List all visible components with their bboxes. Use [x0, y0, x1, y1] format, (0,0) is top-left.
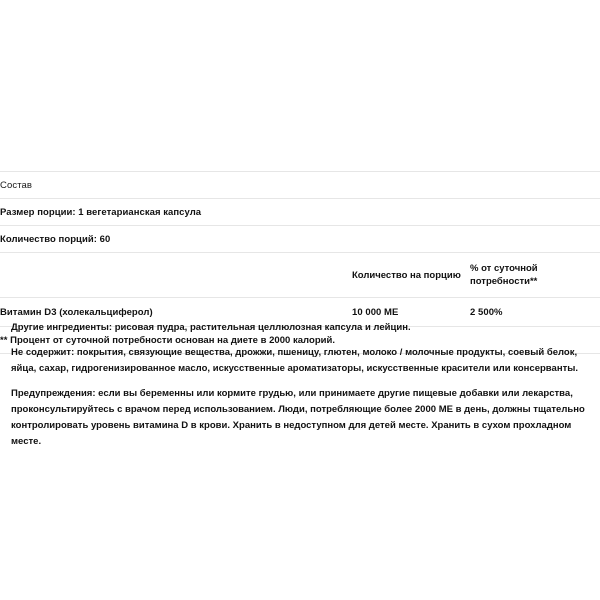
column-header-daily-value-line1: % от суточной: [470, 263, 538, 274]
nutrient-amount: 10 000 МЕ: [352, 306, 399, 318]
nutrient-daily-value: 2 500%: [470, 306, 503, 318]
product-details-text-block: [0, 320, 600, 450]
nutrient-name: Витамин D3 (холекальциферол): [0, 306, 153, 318]
table-row-servings-per-container: [0, 226, 600, 253]
serving-row-spacer-amount: [352, 199, 470, 226]
paragraph-gap-2: [11, 377, 589, 386]
column-header-amount-per-serving: [352, 253, 470, 298]
table-header-row: [0, 253, 600, 298]
column-header-daily-value: [470, 253, 600, 298]
column-header-name: [0, 253, 352, 298]
supplement-facts-heading: Состав: [0, 179, 33, 191]
table-row-title: [0, 172, 600, 199]
count-row-spacer-dv: [470, 226, 600, 253]
title-row-spacer-dv: [470, 172, 600, 199]
warnings-paragraph: Предупреждения: если вы беременны или кормите грудью, или принимаете другие пищевые добавки или лекарства, проконсультируйтесь с врачом перед использованием. Люди, потребляющие более 2000 МЕ в день, должны тщательно контролировать уровень витамина D в крови. Хранить в недоступном для детей месте. Хранить в сухом прохладном месте.: [11, 388, 585, 447]
daily-value-footnote: ** Процент от суточной потребности основан на диете в 2000 калорий.: [0, 334, 336, 346]
table-row-serving-size: [0, 199, 600, 226]
count-row-spacer-amount: [352, 226, 470, 253]
column-header-daily-value-line2: потребности**: [470, 276, 538, 287]
title-row-spacer-amount: [352, 172, 470, 199]
free-from-paragraph: Не содержит: покрытия, связующие вещества, дрожжи, пшеницу, глютен, молоко / молочные продукты, соевый белок, яйца, сахар, гидрогенизированное масло, искусственные ароматизаторы, искусственные красители или консерванты.: [11, 347, 579, 374]
column-header-amount-per-serving-label: Количество на порцию: [352, 269, 461, 281]
other-ingredients-paragraph: Другие ингредиенты: рисовая пудра, растительная целлюлозная капсула и лейцин.: [11, 322, 411, 333]
paragraph-gap-1: [11, 336, 589, 345]
serving-row-spacer-dv: [470, 199, 600, 226]
serving-size-text: Размер порции: 1 вегетарианская капсула: [0, 206, 202, 218]
servings-per-container-text: Количество порций: 60: [0, 233, 111, 245]
